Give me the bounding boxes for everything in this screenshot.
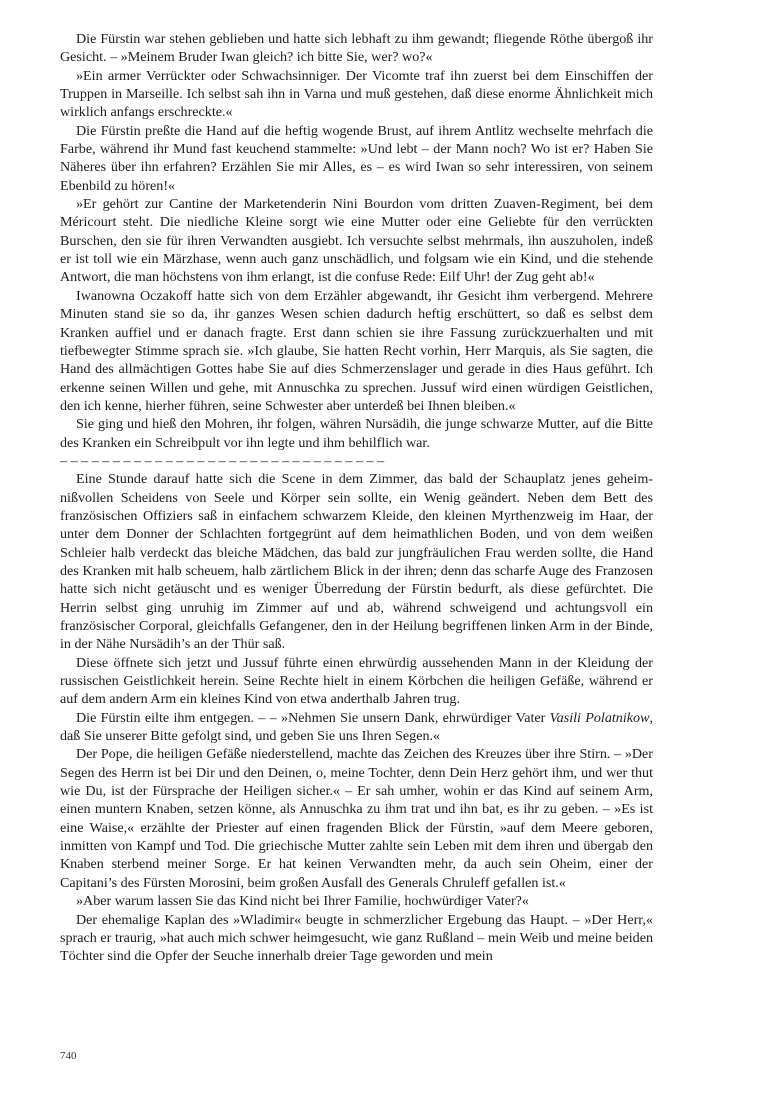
page-number: 740 (60, 1050, 77, 1062)
paragraph-12: Der ehemalige Kaplan des »Wladimir« beugte in schmerzlicher Ergebung das Haupt. – »Der Herr,« sprach er traurig, »hat auch mich schwer heimgesucht, wie ganz Rußland – mein Weib und meine beiden Töchter sind die Opfer der Seuche innerhalb dreier Tage geworden und mein (60, 911, 653, 965)
paragraph-5: Iwanowna Oczakoff hatte sich von dem Erzähler abgewandt, ihr Gesicht ihm verbergend. Mehrere Minuten stand sie so da, ihr ganzes Wesen schien dadurch heftig erschüttert, so daß es selbst dem Kranken auffiel und er danach fragte. Erst dann schien sie ihre Fassung zurückzuerhalten und mit tiefbewegter Stimme sprach sie. »Ich glaube, Sie hatten Recht vorhin, Herr Marquis, als Sie sagten, die Hand des allmächtigen Gottes habe Sie auf dies Schmerzenslager und gerade in dies Haus geführt. Ich erkenne seinen Willen und gehe, mit Annuschka zu sprechen. Jussuf wird einen würdigen Geistlichen, den ich kenne, hierher führen, seine Schwester aber unterdeß bei Ihnen bleiben.« (60, 287, 653, 414)
paragraph-3: Die Fürstin preßte die Hand auf die heftig wogende Brust, auf ihrem Antlitz wechselte mehrfach die Farbe, während ihr Mund fast keuchend stammelte: »Und lebt – der Mann noch? Wo ist er? Haben Sie Näheres über ihn erfahren? Erzählen Sie mir Alles, es – es wird Iwan so sehr interessiren, von seinem Ebenbild zu hören!« (60, 122, 653, 194)
paragraph-6: Sie ging und hieß den Mohren, ihr folgen, währen Nursädih, die junge schwarze Mutter, auf die Bitte des Kranken ein Schreibpult vor ihn legte und ihm behilflich war. (60, 416, 653, 451)
text-page (60, 30, 653, 966)
priest-name: Vasili Polatnikow (549, 709, 650, 726)
scene-break-dashes: – – – – – – – – – – – – – – – – – – – – – – – – – – – – – – – (60, 452, 385, 469)
paragraph-10: Der Pope, die heiligen Gefäße niederstellend, machte das Zeichen des Kreuzes über ihre Stirn. – »Der Segen des Herrn ist bei Dir und den Deinen, o, meine Tochter, denn Dein Herz gehört ihm, und wer thut wie Du, ist der Fürsprache der Heiligen sicher.« – Er sah umher, wohin er das Kind auf seinem Arm, einen muntern Knaben, setzen könne, als Annuschka zu ihm trat und ihn bat, es ihr zu geben. – »Es ist eine Waise,« erzählte der Priester auf einen fragenden Blick der Fürstin, »auf dem Meere geboren, inmitten von Kampf und Tod. Die griechische Mutter zahlte sein Leben mit dem ihren und übergab den Knaben sterbend meiner Sorge. Er hat keinen Verwandten mehr, da auch sein Oheim, einer der Capitani’s des Fürsten Morosini, beim großen Ausfall des Generals Chruleff gefallen ist.« (60, 746, 653, 891)
paragraph-9: Die Fürstin eilte ihm entgegen. – – »Nehmen Sie unsern Dank, ehrwürdiger Vater Vasili Polatnikow, daß Sie unserer Bitte gefolgt sind, und geben Sie uns Ihren Segen.« (60, 709, 653, 745)
paragraph-7: Eine Stunde darauf hatte sich die Scene in dem Zimmer, das bald der Schauplatz jenes geheimnißvollen Scheidens von Seele und Körper sein sollte, ein Wenig geändert. Neben dem Bett des französischen Offiziers saß in einfachem schwarzem Kleide, den kleinen Myrthenzweig im Haar, der unter dem Donner der Schlachten fortgegrünt auf dem heimathlichen Boden, und von dem weißen Schleier halb verdeckt das bleiche Mädchen, das bald zur jungfräulichen Frau werden sollte, die Hand des Kranken mit halb scheuem, halb zärtlichem Blick in der ihren; denn das scharfe Auge des Franzosen hatte sich nicht getäuscht und es weniger Überredung der Fürstin bedurft, als diese gefürchtet. Die Herrin selbst ging unruhig im Zimmer auf und ab, während schweigend und achtungsvoll ein französischer Corporal, gleichfalls Gefangener, den in der Heilung begriffenen linken Arm in der Binde, in der Nähe Nursädih’s an der Thür saß. (60, 471, 653, 653)
paragraph-4: »Er gehört zur Cantine der Marketenderin Nini Bourdon vom dritten Zuaven-Regiment, bei dem Méricourt steht. Die niedliche Kleine sorgt wie eine Mutter oder eine Geliebte für den verrückten Burschen, den sie für ihren Verwandten ausgiebt. Ich versuchte selbst mehrmals, ihn auszuholen, indeß er ist toll wie ein Märzhase, wenn auch ganz unschädlich, und folgsam wie ein Kind, und die stehende Antwort, die man höchstens von ihm erlangt, ist die confuse Rede: Eilf Uhr! der Zug geht ab!« (60, 196, 653, 286)
paragraph-11: »Aber warum lassen Sie das Kind nicht bei Ihrer Familie, hochwürdiger Vater?« (76, 893, 529, 910)
paragraph-2: »Ein armer Verrückter oder Schwachsinniger. Der Vicomte traf ihn zuerst bei dem Einschiffen der Truppen in Marseille. Ich selbst sah ihn in Varna und muß gestehen, daß diese enorme Ähnlichkeit mich wirklich anfangs erschreckte.« (60, 67, 653, 121)
paragraph-1: Die Fürstin war stehen geblieben und hatte sich lebhaft zu ihm gewandt; fliegende Röthe übergoß ihr Gesicht. – »Meinem Bruder Iwan gleich? ich bitte Sie, wer? wo?« (60, 31, 653, 66)
paragraph-8: Diese öffnete sich jetzt und Jussuf führte einen ehrwürdig aussehenden Mann in der Kleidung der russischen Geistlichkeit herein. Seine Rechte hielt in einem Körbchen die heiligen Gefäße, während er auf dem andern Arm ein kleines Kind von etwa anderthalb Jahren trug. (60, 654, 653, 708)
